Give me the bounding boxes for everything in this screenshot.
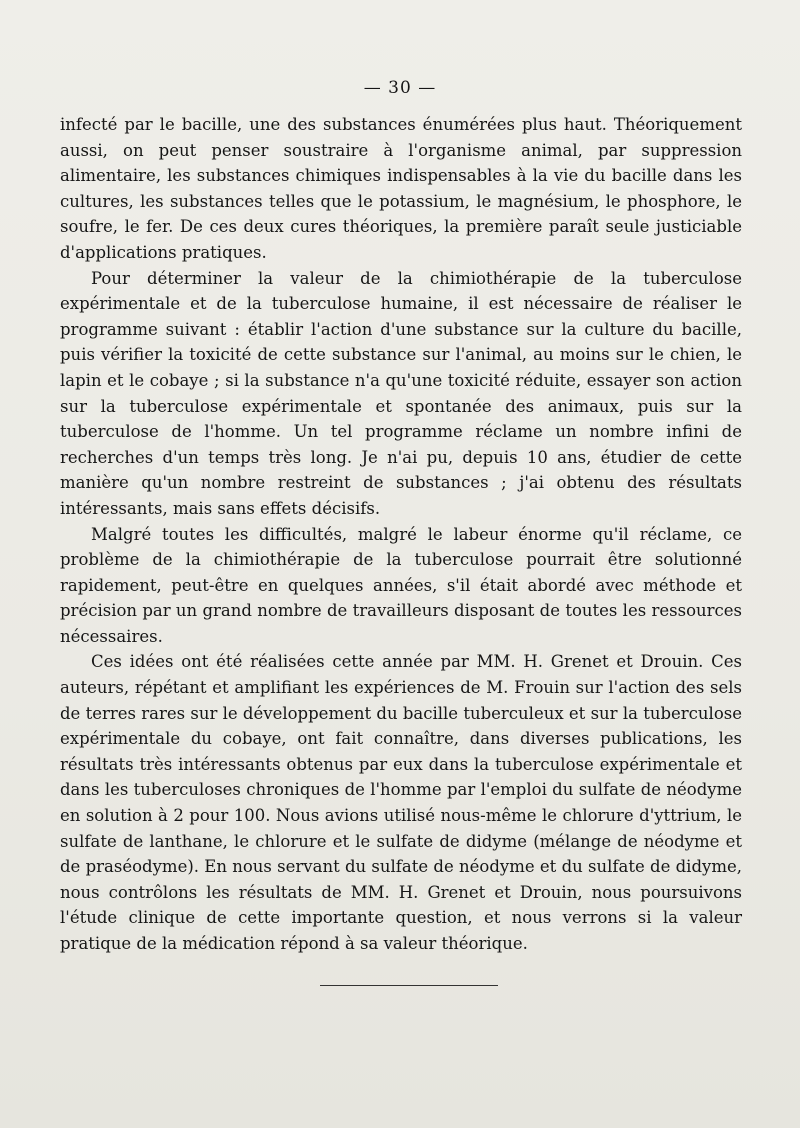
- page-number: — 30 —: [363, 78, 437, 98]
- paragraph-grenet-drouin: Ces idées ont été réalisées cette année par MM. H. Grenet et Drouin. Ces auteurs, répétant et amplifiant les expériences de M. Frouin sur l'action des sels de terres rares sur le développement du bacille tuberculeux et sur la tuberculose expérimentale du cobaye, ont fait connaître, dans diverses publications, les résultats très intéressants obtenus par eux dans la tuberculose expérimentale et dans les tuberculoses chroniques de l'homme par l'emploi du sulfate de néodyme en solution à 2 pour 100. Nous avions utilisé nous-même le chlorure d'yttrium, le sulfate de lanthane, le chlorure et le sulfate de didyme (mélange de néodyme et de praséodyme). En nous servant du sulfate de néodyme et du sulfate de didyme, nous contrôlons les résultats de MM. H. Grenet et Drouin, nous poursuivons l'étude clinique de cette importante question, et nous verrons si la valeur pratique de la médication répond à sa valeur théorique.: [60, 652, 742, 953]
- paragraph-difficulties: Malgré toutes les difficultés, malgré le labeur énorme qu'il réclame, ce problème de la chimiothérapie de la tuberculose pourrait être solutionné rapidement, peut-être en quelques années, s'il était abordé avec méthode et précision par un grand nombre de travailleurs disposant de toutes les ressources nécessaires.: [60, 524, 742, 646]
- section-end-rule: [320, 985, 498, 986]
- paragraph-continued: infecté par le bacille, une des substances énumérées plus haut. Théoriquement aussi, on peut penser soustraire à l'organisme animal, par suppression alimentaire, les substances chimiques indispensables à la vie du bacille dans les cultures, les substances telles que le potassium, le magnésium, le phosphore, le soufre, le fer. De ces deux cures théoriques, la première paraît seule justiciable d'applications pratiques.: [60, 115, 742, 262]
- body-text: [60, 112, 742, 957]
- paragraph-program: Pour déterminer la valeur de la chimiothérapie de la tuberculose expérimentale et de la tuberculose humaine, il est nécessaire de réaliser le programme suivant : établir l'action d'une substance sur la culture du bacille, puis vérifier la toxicité de cette substance sur l'animal, au moins sur le chien, le lapin et le cobaye ; si la substance n'a qu'une toxicité réduite, essayer son action sur la tuberculose expérimentale et spontanée des animaux, puis sur la tuberculose de l'homme. Un tel programme réclame un nombre infini de recherches d'un temps très long. Je n'ai pu, depuis 10 ans, étudier de cette manière qu'un nombre restreint de substances ; j'ai obtenu des résultats intéressants, mais sans effets décisifs.: [60, 268, 742, 518]
